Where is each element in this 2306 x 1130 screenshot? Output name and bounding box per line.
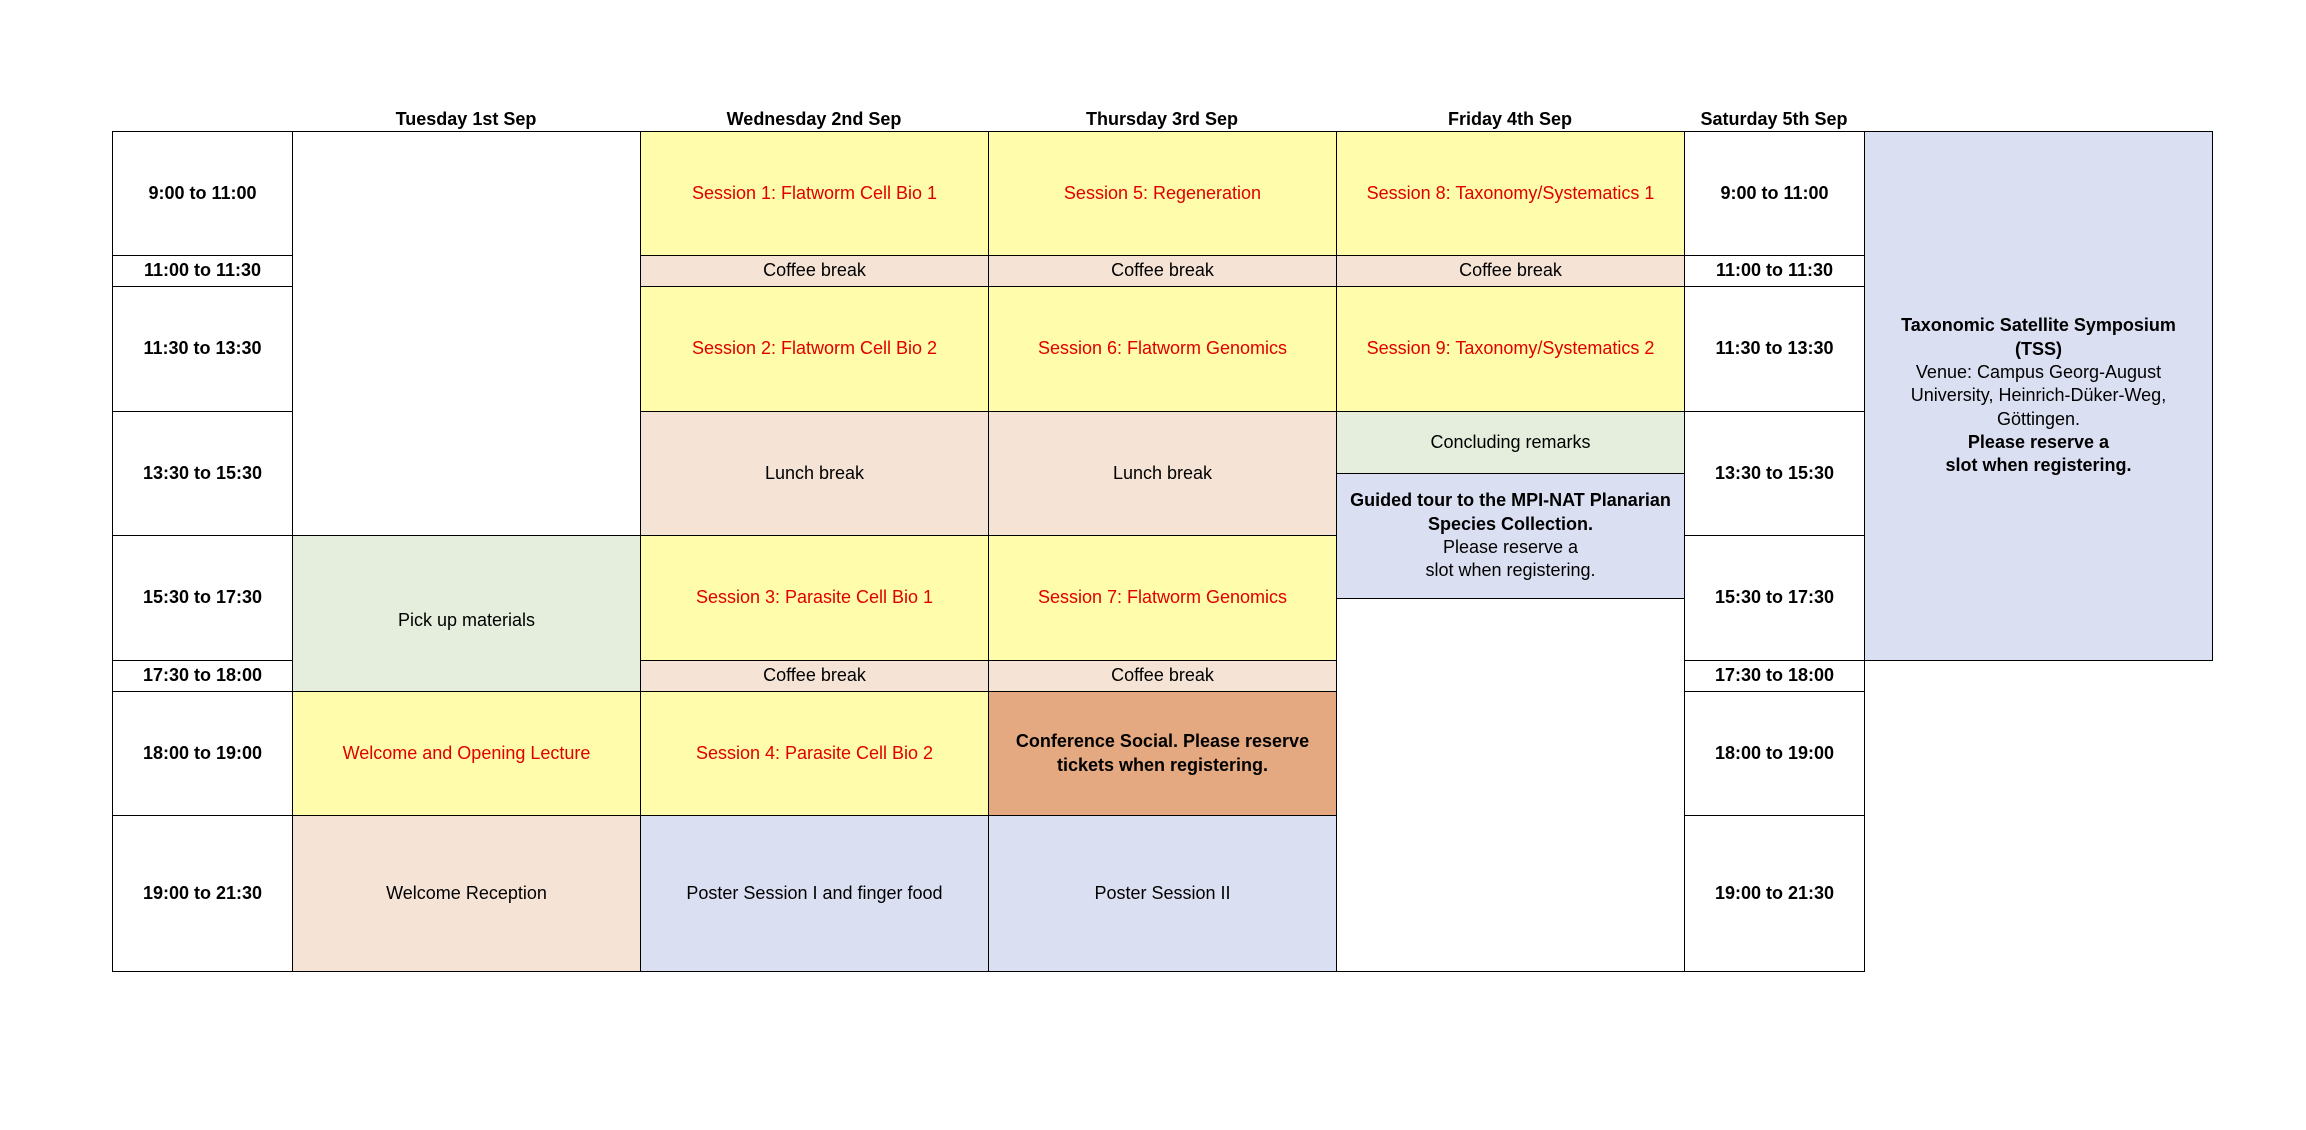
wednesday-session-2: Session 2: Flatworm Cell Bio 2 <box>640 286 989 412</box>
time-cell: 19:00 to 21:30 <box>1684 815 1865 972</box>
thursday-session-7: Session 7: Flatworm Genomics <box>988 535 1337 661</box>
tuesday-reception: Welcome Reception <box>292 815 641 972</box>
tuesday-pickup: Pick up materials <box>292 535 641 692</box>
tss-title: Taxonomic Satellite Symposium (TSS) <box>1901 315 2176 359</box>
tour-title: Guided tour to the MPI-NAT Planarian Species Collection. <box>1350 490 1671 534</box>
time-cell: 9:00 to 11:00 <box>112 131 293 256</box>
time-cell: 11:00 to 11:30 <box>112 255 293 287</box>
header-friday: Friday 4th Sep <box>1447 109 1573 129</box>
thursday-social: Conference Social. Please reserve tickets when registering. <box>988 691 1337 816</box>
friday-guided-tour <box>1336 473 1685 599</box>
tss-venue: Venue: Campus Georg-August University, Heinrich-Düker-Weg, Göttingen. <box>1910 361 2167 429</box>
thursday-coffee-2: Coffee break <box>988 660 1337 692</box>
time-cell: 11:00 to 11:30 <box>1684 255 1865 287</box>
time-cell: 13:30 to 15:30 <box>112 411 293 536</box>
friday-session-9: Session 9: Taxonomy/Systematics 2 <box>1336 286 1685 412</box>
wednesday-lunch: Lunch break <box>640 411 989 536</box>
time-cell: 19:00 to 21:30 <box>112 815 293 972</box>
wednesday-coffee-1: Coffee break <box>640 255 989 287</box>
time-cell: 13:30 to 15:30 <box>1684 411 1865 536</box>
tss-reserve-2: slot when registering. <box>1945 455 2132 476</box>
tour-note-2: slot when registering. <box>1425 560 1596 581</box>
time-cell: 15:30 to 17:30 <box>112 535 293 661</box>
header-tuesday: Tuesday 1st Sep <box>395 109 537 129</box>
thursday-poster: Poster Session II <box>988 815 1337 972</box>
friday-session-8: Session 8: Taxonomy/Systematics 1 <box>1336 131 1685 256</box>
time-cell: 9:00 to 11:00 <box>1684 131 1865 256</box>
time-cell: 18:00 to 19:00 <box>1684 691 1865 816</box>
time-cell: 15:30 to 17:30 <box>1684 535 1865 661</box>
time-cell: 17:30 to 18:00 <box>1684 660 1865 692</box>
header-wednesday: Wednesday 2nd Sep <box>726 109 902 129</box>
wednesday-session-4: Session 4: Parasite Cell Bio 2 <box>640 691 989 816</box>
thursday-coffee-1: Coffee break <box>988 255 1337 287</box>
wednesday-coffee-2: Coffee break <box>640 660 989 692</box>
thursday-session-5: Session 5: Regeneration <box>988 131 1337 256</box>
tuesday-empty <box>292 131 641 536</box>
wednesday-poster: Poster Session I and finger food <box>640 815 989 972</box>
thursday-session-6: Session 6: Flatworm Genomics <box>988 286 1337 412</box>
wednesday-session-3: Session 3: Parasite Cell Bio 1 <box>640 535 989 661</box>
tuesday-opening: Welcome and Opening Lecture <box>292 691 641 816</box>
friday-coffee: Coffee break <box>1336 255 1685 287</box>
tss-block <box>1864 131 2213 661</box>
wednesday-session-1: Session 1: Flatworm Cell Bio 1 <box>640 131 989 256</box>
tour-note-1: Please reserve a <box>1442 537 1579 557</box>
thursday-lunch: Lunch break <box>988 411 1337 536</box>
friday-empty <box>1336 598 1685 972</box>
tss-reserve-1: Please reserve a <box>1967 432 2110 453</box>
time-cell: 17:30 to 18:00 <box>112 660 293 692</box>
header-saturday: Saturday 5th Sep <box>1700 109 1848 129</box>
time-cell: 11:30 to 13:30 <box>112 286 293 412</box>
time-cell: 11:30 to 13:30 <box>1684 286 1865 412</box>
time-cell: 18:00 to 19:00 <box>112 691 293 816</box>
friday-concluding: Concluding remarks <box>1336 411 1685 474</box>
header-thursday: Thursday 3rd Sep <box>1085 109 1239 129</box>
